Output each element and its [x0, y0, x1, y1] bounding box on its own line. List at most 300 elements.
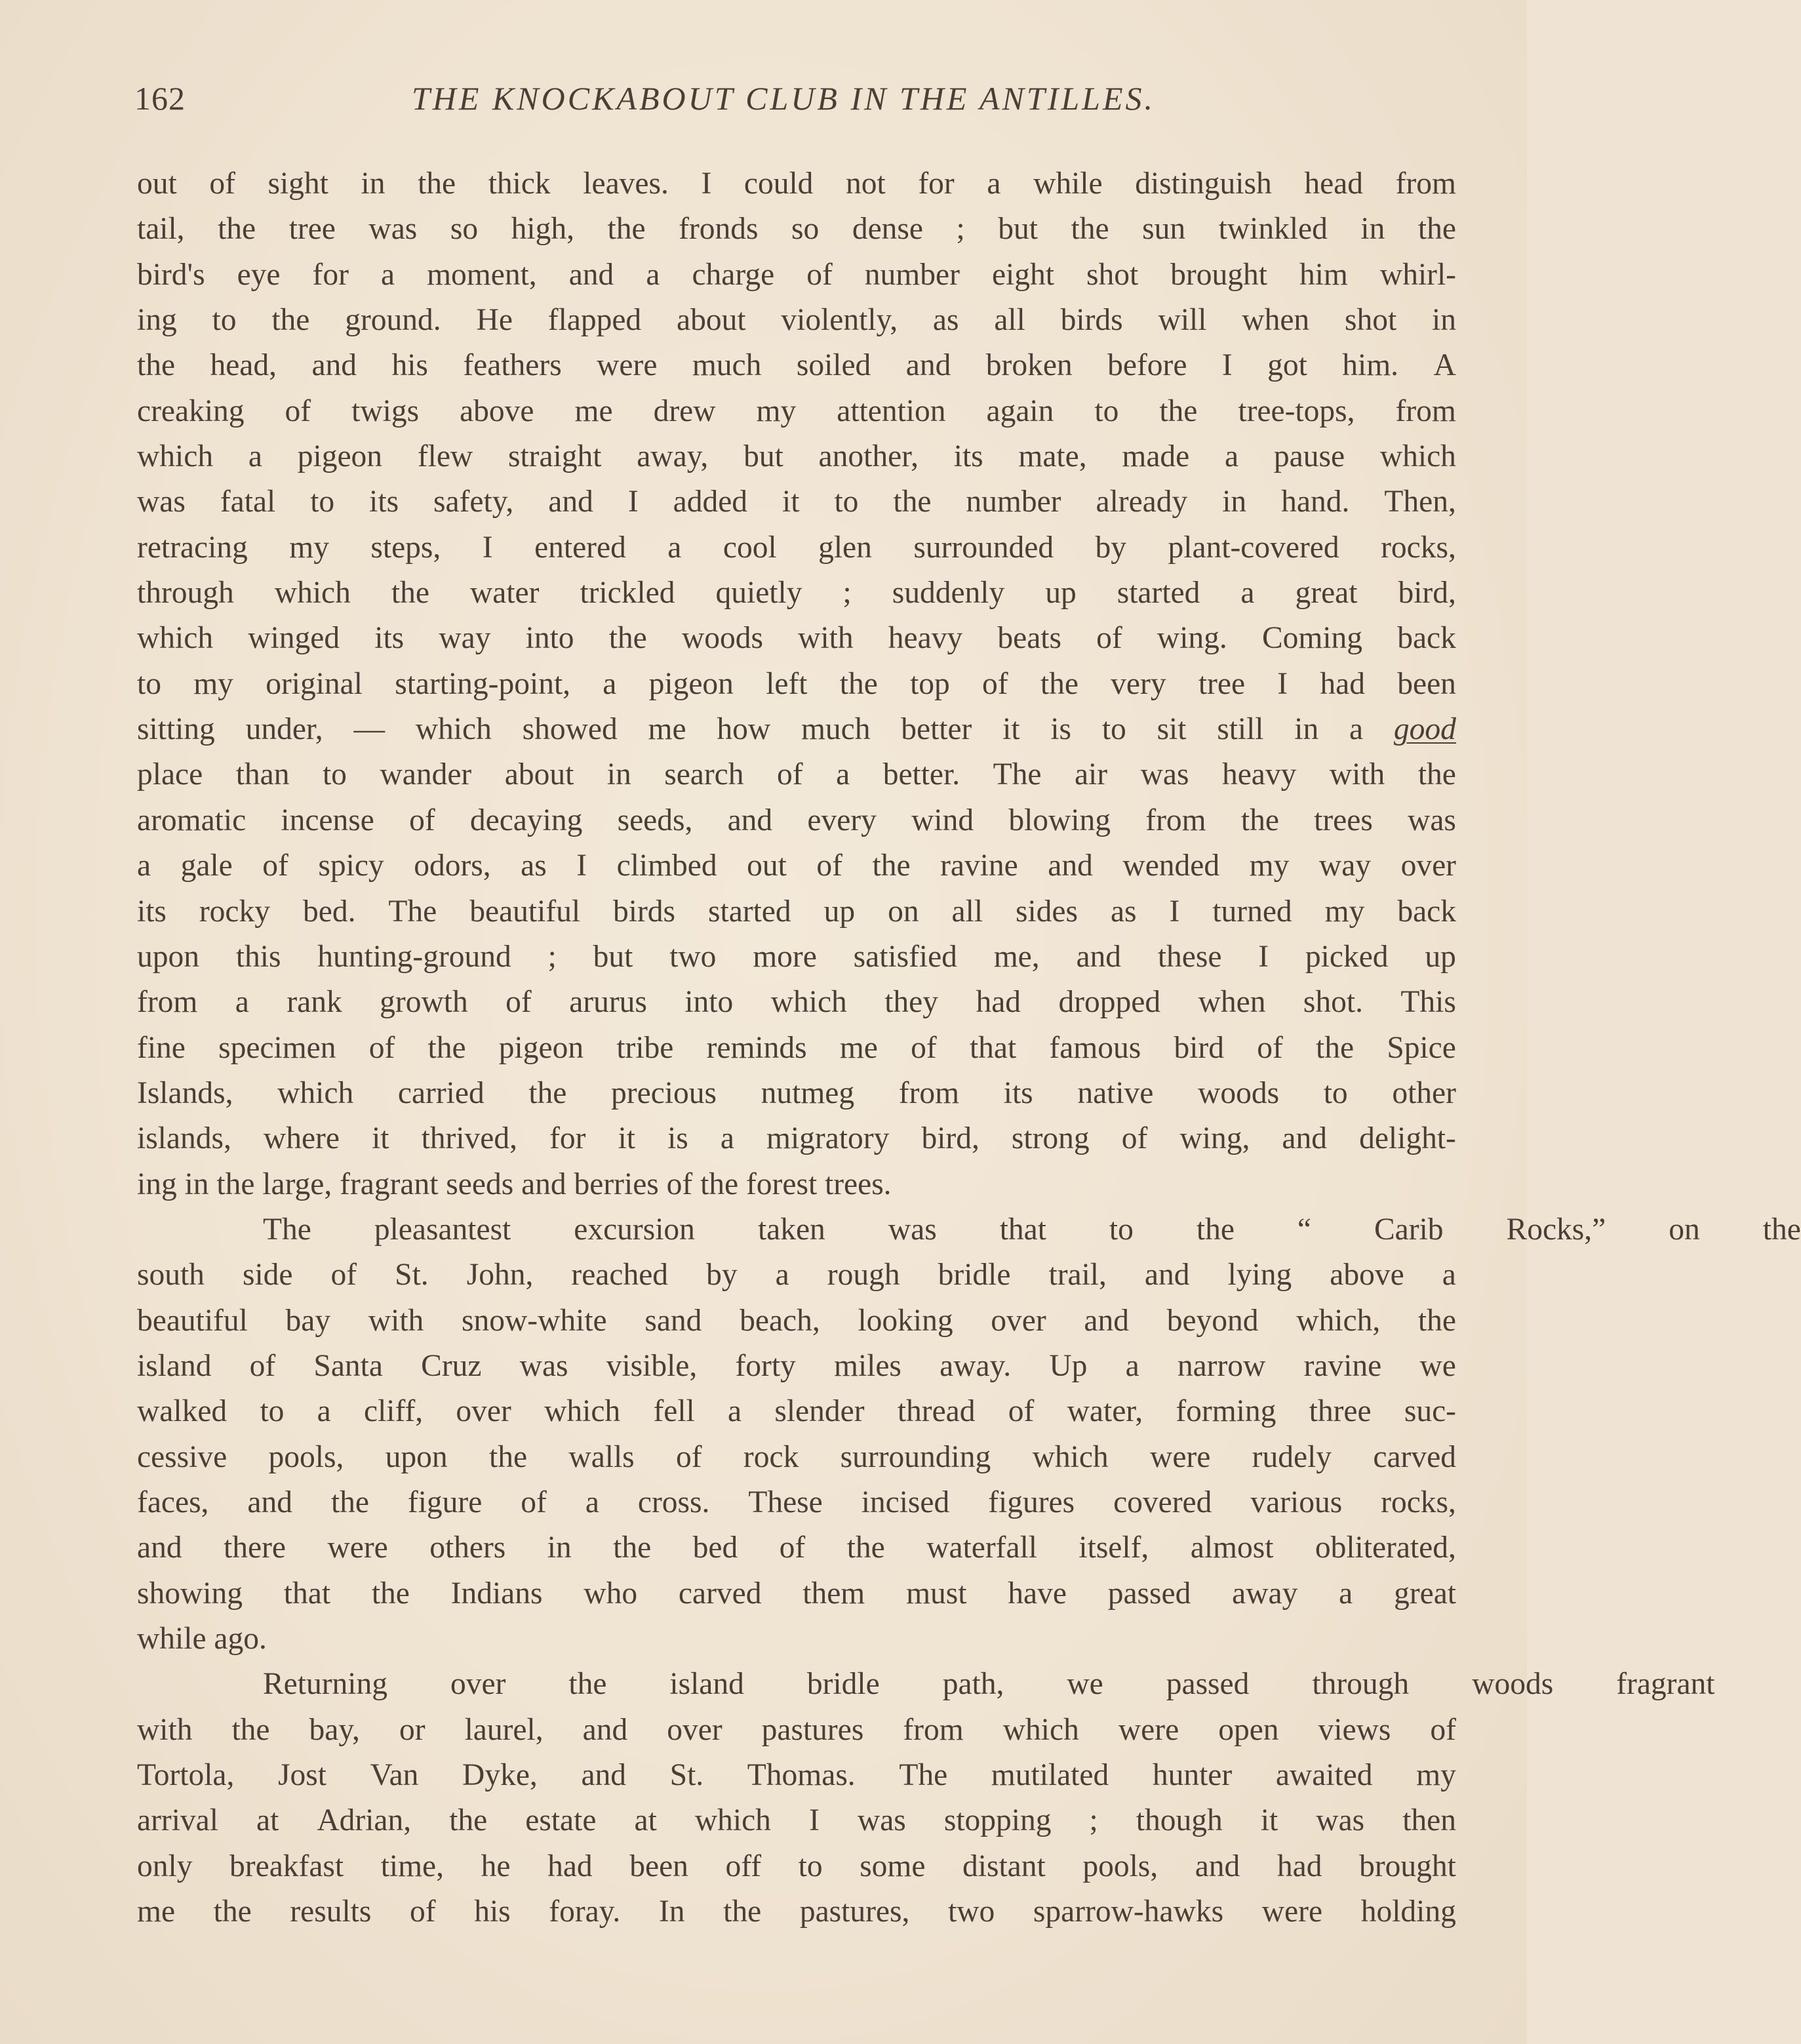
word: retracing	[137, 530, 248, 565]
word: decaying	[469, 803, 583, 837]
word: though	[1136, 1803, 1223, 1838]
word: and	[1195, 1849, 1240, 1883]
word: its	[953, 439, 983, 474]
word: itself,	[1079, 1531, 1149, 1565]
word: suc-	[1404, 1394, 1456, 1429]
word: them	[802, 1576, 865, 1611]
word: brought	[1359, 1849, 1456, 1883]
word: steps,	[370, 530, 441, 565]
word: woods	[1472, 1667, 1554, 1702]
word: more	[753, 939, 817, 974]
word: pigeon	[498, 1030, 584, 1065]
word: results	[290, 1894, 372, 1929]
word: a	[235, 985, 249, 1020]
text-line	[137, 571, 1456, 616]
word: a	[646, 257, 660, 292]
word: he	[481, 1849, 511, 1883]
text-line	[137, 934, 1456, 980]
word: St.	[395, 1258, 429, 1293]
word: been	[629, 1849, 688, 1883]
text-line-content	[137, 343, 1456, 388]
text-line-content	[137, 662, 1456, 707]
word: picked	[1305, 939, 1389, 974]
word: of	[1008, 1394, 1035, 1429]
word: I	[701, 167, 712, 201]
word: Carib	[1374, 1212, 1444, 1247]
word: walls	[568, 1439, 635, 1474]
word: safety,	[433, 485, 514, 519]
word: forming	[1176, 1394, 1277, 1429]
word: a	[137, 849, 151, 883]
word: awaited	[1275, 1758, 1373, 1793]
word: by	[1095, 530, 1127, 565]
word: a	[380, 257, 395, 292]
word: a	[585, 1485, 599, 1519]
word: twinkled	[1218, 212, 1328, 247]
word: bay	[285, 1303, 331, 1338]
word: which	[274, 576, 351, 611]
word: to	[322, 757, 347, 792]
word: very	[1111, 666, 1166, 701]
word: pools,	[1082, 1849, 1158, 1883]
text-line-content	[137, 1389, 1456, 1434]
word: the	[1762, 1212, 1801, 1247]
word: through	[1312, 1667, 1410, 1702]
word: back	[1397, 621, 1456, 656]
word: fine	[137, 1030, 186, 1065]
word: had	[1277, 1849, 1322, 1883]
word: into	[525, 621, 574, 656]
word: excursion	[574, 1212, 695, 1247]
text-line-content	[137, 616, 1456, 661]
word: started	[1117, 576, 1200, 611]
word: than	[235, 757, 290, 792]
word: over	[991, 1303, 1046, 1338]
word: about	[504, 757, 574, 792]
word: and	[247, 1485, 292, 1519]
word: pause	[1273, 439, 1345, 474]
word: when	[1198, 985, 1266, 1020]
word: a	[836, 757, 850, 792]
word: which	[1002, 1712, 1079, 1747]
word: this	[235, 939, 281, 974]
word: the	[371, 1576, 410, 1611]
word: its	[137, 894, 167, 929]
word: from	[903, 1712, 964, 1747]
word: for	[549, 1121, 586, 1156]
word: breakfast	[229, 1849, 344, 1883]
word: bird,	[921, 1121, 980, 1156]
word: birds	[613, 894, 676, 929]
word: others	[429, 1531, 506, 1565]
text-line-content	[137, 298, 1456, 343]
word: migratory	[766, 1121, 890, 1156]
word: every	[807, 803, 877, 837]
word: for	[918, 167, 955, 201]
word: got	[1267, 348, 1307, 383]
word: and	[1084, 1303, 1129, 1338]
word: time,	[380, 1849, 445, 1883]
word: above	[460, 393, 534, 428]
word: pigeon	[297, 439, 383, 474]
text-line	[137, 1889, 1456, 1934]
word: and	[905, 348, 951, 383]
word: trickled	[580, 576, 675, 611]
text-line	[137, 1026, 1456, 1071]
text-line-content	[137, 252, 1456, 298]
word: miles	[834, 1348, 901, 1383]
text-line	[137, 1753, 1456, 1798]
word: that	[999, 1212, 1046, 1247]
word: woods	[1198, 1075, 1280, 1110]
word: with	[137, 1712, 193, 1747]
word: fatal	[220, 485, 276, 519]
text-line-content	[137, 1798, 1456, 1843]
word: we	[1419, 1348, 1456, 1383]
word: back	[1397, 894, 1456, 929]
word: a	[317, 1394, 331, 1429]
word: of	[521, 1485, 547, 1519]
word: incised	[861, 1485, 950, 1519]
word: number	[864, 257, 960, 292]
word: with	[1329, 757, 1385, 792]
word: trees	[1314, 803, 1373, 837]
word: reminds	[706, 1030, 807, 1065]
word: suddenly	[892, 576, 1005, 611]
word: figures	[988, 1485, 1075, 1519]
word: bird's	[137, 257, 205, 292]
word: wind	[911, 803, 974, 837]
word: the	[231, 1712, 270, 1747]
word: fragrant	[1616, 1667, 1715, 1702]
word: odors,	[414, 849, 491, 883]
word: of	[330, 1258, 357, 1293]
word: not	[846, 167, 886, 201]
word: eight	[991, 257, 1054, 292]
word: these	[1157, 939, 1222, 974]
word: rocky	[199, 894, 271, 929]
word: still	[1217, 712, 1264, 747]
word: the	[418, 167, 456, 201]
word: arrival	[137, 1803, 218, 1838]
word: to	[260, 1394, 285, 1429]
word: showed	[522, 712, 618, 747]
word: great	[1295, 576, 1358, 611]
word: the	[1417, 212, 1456, 247]
word: away,	[637, 439, 709, 474]
word: wended	[1122, 849, 1220, 883]
word: the	[723, 1894, 762, 1929]
word: side	[242, 1258, 293, 1293]
text-line	[137, 1844, 1456, 1889]
word: Up	[1049, 1348, 1088, 1383]
word: covered	[1113, 1485, 1212, 1519]
word: climbed	[616, 849, 717, 883]
word: ;	[1089, 1803, 1098, 1838]
word: bed	[692, 1531, 738, 1565]
word: the	[1316, 1030, 1355, 1065]
word: the	[1196, 1212, 1235, 1247]
word: or	[399, 1712, 426, 1747]
word: from	[1395, 167, 1456, 201]
word: a	[1339, 1576, 1353, 1611]
word: a	[248, 439, 262, 474]
word: from	[1145, 803, 1206, 837]
word: of	[249, 1348, 276, 1383]
text-line-content	[137, 1844, 1456, 1889]
word: holding	[1360, 1894, 1456, 1929]
text-line-content	[137, 889, 1456, 934]
word: under,	[245, 712, 323, 747]
word: pastures	[761, 1712, 864, 1747]
word: quietly	[715, 576, 802, 611]
word: pleasantest	[374, 1212, 511, 1247]
word: but	[998, 212, 1038, 247]
word: his	[474, 1894, 511, 1929]
word: I	[576, 849, 587, 883]
word: into	[684, 985, 734, 1020]
word: dropped	[1058, 985, 1161, 1020]
word: seeds,	[617, 803, 693, 837]
word: so	[450, 212, 479, 247]
word: drew	[653, 393, 716, 428]
word: This	[1400, 985, 1456, 1020]
word: rocks,	[1381, 530, 1456, 565]
word: beautiful	[469, 894, 581, 929]
word: in	[1222, 485, 1247, 519]
word: head	[1304, 167, 1363, 201]
word: fell	[653, 1394, 695, 1429]
word: of	[505, 985, 532, 1020]
word: starting-point,	[395, 666, 571, 701]
word: A	[1433, 348, 1456, 383]
word: about	[677, 303, 746, 338]
word: where	[263, 1121, 340, 1156]
text-line	[137, 525, 1456, 571]
word: aromatic	[137, 803, 247, 837]
word: famous	[1049, 1030, 1141, 1065]
text-line-content: while ago.	[137, 1622, 267, 1656]
word: ing	[137, 303, 177, 338]
word: a	[720, 1121, 734, 1156]
word: Adrian,	[317, 1803, 412, 1838]
text-line	[137, 752, 1456, 797]
word: that	[969, 1030, 1017, 1065]
word: estate	[525, 1803, 597, 1838]
word: of	[1430, 1712, 1456, 1747]
word: shot	[1086, 257, 1139, 292]
word: I	[482, 530, 493, 565]
word: which	[770, 985, 847, 1020]
word: to	[1323, 1075, 1348, 1110]
text-line	[137, 1207, 1801, 1252]
word: sun	[1142, 212, 1186, 247]
word: Islands,	[137, 1075, 233, 1110]
text-line	[137, 1298, 1456, 1344]
text-line	[137, 1616, 1456, 1662]
word: winged	[248, 621, 340, 656]
word: ravine	[940, 849, 1018, 883]
word: we	[1067, 1667, 1103, 1702]
text-line-content	[137, 1298, 1456, 1344]
word: over	[1400, 849, 1456, 883]
word: from	[1395, 393, 1456, 428]
word: He	[476, 303, 513, 338]
word: feathers	[463, 348, 562, 383]
text-line-content	[137, 934, 1456, 980]
word: of	[911, 1030, 937, 1065]
word: better.	[882, 757, 960, 792]
text-line-content	[137, 1071, 1456, 1116]
word: ground.	[345, 303, 441, 338]
word: in	[606, 757, 631, 792]
word: while	[1033, 167, 1103, 201]
word: pigeon	[648, 666, 734, 701]
word: so	[791, 212, 820, 247]
word: head,	[210, 348, 277, 383]
word: Then,	[1384, 485, 1456, 519]
word: mutilated	[991, 1758, 1109, 1793]
word: much	[692, 348, 762, 383]
word: leaves.	[583, 167, 669, 201]
word: top	[910, 666, 950, 701]
word: then	[1402, 1803, 1456, 1838]
word: island	[669, 1667, 744, 1702]
word: another,	[818, 439, 919, 474]
word: The	[993, 757, 1042, 792]
word: other	[1392, 1075, 1456, 1110]
word: from	[137, 985, 198, 1020]
word: me	[137, 1894, 176, 1929]
word: before	[1107, 348, 1187, 383]
word: Cruz	[421, 1348, 482, 1383]
word: out	[747, 849, 787, 883]
word: surrounding	[840, 1439, 991, 1474]
text-line	[137, 889, 1456, 934]
emphasized-word: good	[1393, 712, 1456, 747]
text-line	[137, 1071, 1456, 1116]
word: already	[1096, 485, 1188, 519]
text-line	[137, 843, 1456, 889]
word: the	[607, 212, 646, 247]
word: had	[1320, 666, 1365, 701]
word: him.	[1342, 348, 1399, 383]
word: flew	[417, 439, 473, 474]
text-line	[137, 1344, 1456, 1389]
word: blowing	[1008, 803, 1111, 837]
word: it	[1002, 712, 1020, 747]
word: the	[1071, 212, 1109, 247]
word: but	[593, 939, 633, 974]
word: which	[1032, 1439, 1109, 1474]
text-line	[137, 1798, 1456, 1843]
word: was	[857, 1803, 906, 1838]
text-line	[137, 1389, 1456, 1434]
word: to	[137, 666, 161, 701]
word: had	[547, 1849, 593, 1883]
word: ravine	[1303, 1348, 1382, 1383]
word: strong	[1011, 1121, 1090, 1156]
word: by	[706, 1258, 738, 1293]
word: and	[548, 485, 593, 519]
word: up	[1045, 576, 1077, 611]
word: all	[951, 894, 983, 929]
word: were	[1150, 1439, 1211, 1474]
word: of	[982, 666, 1008, 701]
word: path,	[942, 1667, 1004, 1702]
word: number	[966, 485, 1061, 519]
page-number: 162	[134, 80, 186, 117]
word: is	[667, 1121, 688, 1156]
word: up	[823, 894, 856, 929]
word: moment,	[427, 257, 537, 292]
word: the	[839, 666, 878, 701]
word: a	[667, 530, 682, 565]
word: bird	[1174, 1030, 1224, 1065]
word: beach,	[740, 1303, 820, 1338]
word: up	[1425, 939, 1456, 974]
word: fronds	[679, 212, 759, 247]
word: they	[884, 985, 938, 1020]
text-line	[137, 662, 1456, 707]
word: slender	[774, 1394, 865, 1429]
word: high,	[511, 212, 574, 247]
word: tree	[1198, 666, 1246, 701]
text-line-content	[137, 1662, 1715, 1707]
word: water	[469, 576, 540, 611]
word: only	[137, 1849, 193, 1883]
word: much	[801, 712, 871, 747]
word: shot	[1345, 303, 1397, 338]
word: away	[1232, 1576, 1298, 1611]
word: me,	[993, 939, 1040, 974]
word: carried	[397, 1075, 485, 1110]
text-line-content	[137, 1252, 1456, 1298]
word: entered	[534, 530, 626, 565]
word: incense	[281, 803, 374, 837]
word: Spice	[1387, 1030, 1456, 1065]
word: island	[137, 1348, 212, 1383]
word: me	[648, 712, 686, 747]
word: pools,	[268, 1439, 344, 1474]
word: Returning	[263, 1667, 387, 1702]
word: in	[1360, 212, 1385, 247]
word: there	[224, 1531, 286, 1565]
text-line	[137, 1252, 1456, 1298]
word: whirl-	[1379, 257, 1456, 292]
word: the	[872, 849, 911, 883]
word: been	[1397, 666, 1456, 701]
word: straight	[508, 439, 602, 474]
word: —	[353, 712, 385, 747]
word: views	[1318, 1712, 1391, 1747]
word: wander	[380, 757, 472, 792]
word: upon	[137, 939, 199, 974]
word: broken	[985, 348, 1073, 383]
text-line	[137, 1480, 1456, 1525]
word: lying	[1227, 1258, 1292, 1293]
word: woods	[681, 621, 763, 656]
word: of	[1257, 1030, 1283, 1065]
word: all	[994, 303, 1025, 338]
word: as	[521, 849, 547, 883]
word: when	[1242, 303, 1310, 338]
text-line-content	[137, 479, 1456, 525]
word: These	[748, 1485, 823, 1519]
word: distinguish	[1135, 167, 1272, 201]
word: cross.	[637, 1485, 710, 1519]
word: a	[1349, 712, 1364, 747]
